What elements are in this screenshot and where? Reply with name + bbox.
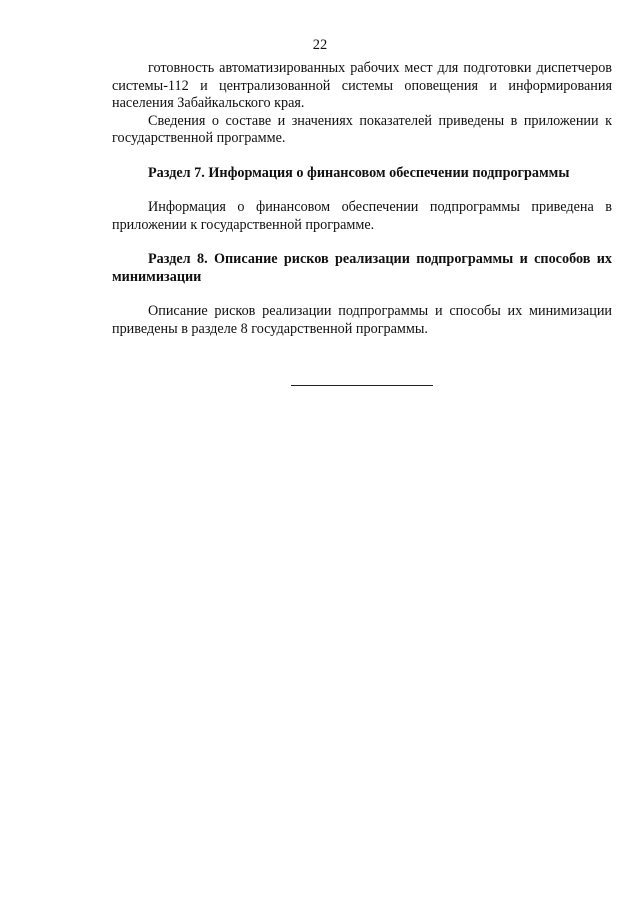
- section-8-text: Описание рисков реализации подпрограммы и способы их минимизации приведены в разделе 8 государственной программы.: [112, 303, 612, 337]
- spacer: [112, 182, 612, 199]
- section-7-text: Информация о финансовом обеспечении подпрограммы приведена в приложении к государственной программе.: [112, 199, 612, 233]
- paragraph-indicators: Сведения о составе и значениях показателей приведены в приложении к государственной программе.: [112, 112, 612, 146]
- end-separator-line: [291, 385, 433, 386]
- page-number: 22: [312, 37, 328, 53]
- page-content: [112, 60, 612, 338]
- section-8-heading: Раздел 8. Описание рисков реализации подпрограммы и способов их минимизации: [112, 251, 612, 285]
- paragraph-continuation: готовность автоматизированных рабочих мест для подготовки диспетчеров системы-112 и централизованной системы оповещения и информирования населения Забайкальского края.: [112, 60, 612, 111]
- spacer: [112, 234, 612, 251]
- spacer: [112, 148, 612, 165]
- spacer: [112, 286, 612, 303]
- section-7-heading: Раздел 7. Информация о финансовом обеспечении подпрограммы: [148, 164, 570, 181]
